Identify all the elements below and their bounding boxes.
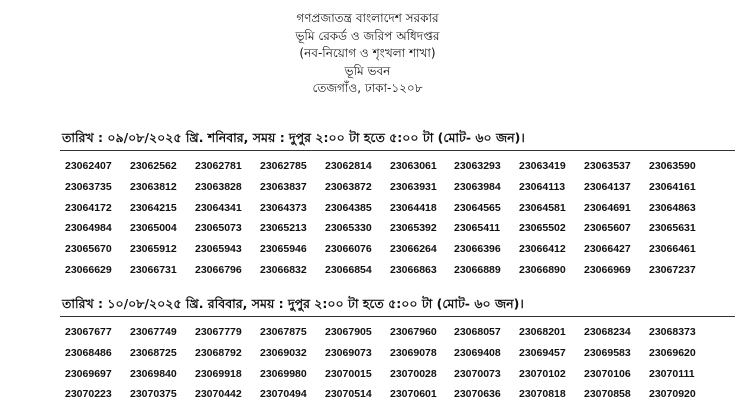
roll-number: 23070111 — [649, 367, 695, 380]
roll-number: 23067905 — [325, 326, 372, 338]
roll-number: 23065946 — [260, 243, 307, 256]
roll-number: 23067960 — [390, 326, 437, 338]
roll-number: 23068234 — [584, 326, 631, 338]
roll-number: 23070028 — [390, 367, 437, 380]
roll-number: 23065213 — [260, 222, 307, 235]
roll-number: 23066832 — [260, 264, 307, 276]
roll-number: 23063931 — [390, 180, 437, 193]
roll-number: 23065670 — [65, 243, 112, 256]
roll-number: 23065004 — [130, 222, 177, 235]
roll-number: 23066427 — [584, 243, 631, 256]
header-line-1: গণপ্রজাতন্ত্র বাংলাদেশ সরকার — [296, 11, 439, 25]
roll-number: 23067677 — [65, 326, 112, 338]
header-line-4: ভূমি ভবন — [344, 63, 391, 78]
roll-number: 23067875 — [260, 326, 307, 338]
header-line-3: (নব-নিয়োগ ও শৃংখলা শাখা) — [299, 46, 436, 60]
roll-number: 23070375 — [130, 388, 177, 401]
roll-number: 23070102 — [519, 367, 566, 380]
section-title: তারিখ : ১০/০৮/২০২৫ খ্রি. রবিবার, সময় : দুপুর ২:০০ টা হতে ৫:০০ টা (মোট- ৬০ জন)। — [62, 296, 524, 311]
roll-number: 23066412 — [519, 243, 566, 256]
roll-number: 23064984 — [65, 222, 112, 235]
roll-number: 23070223 — [65, 388, 112, 401]
roll-number: 23066076 — [325, 243, 372, 256]
roll-number: 23069457 — [519, 346, 566, 359]
roll-number: 23064581 — [519, 201, 566, 214]
section-title: তারিখ : ০৯/০৮/২০২৫ খ্রি. শনিবার, সময় : দুপুর ২:০০ টা হতে ৫:০০ টা (মোট- ৬০ জন)। — [62, 130, 525, 145]
roll-number: 23070442 — [195, 388, 242, 401]
roll-number: 23063293 — [454, 160, 501, 172]
roll-number: 23063590 — [649, 160, 696, 172]
roll-number: 23062407 — [65, 160, 112, 172]
roll-number: 23065502 — [519, 222, 566, 235]
document-header — [0, 10, 735, 98]
roll-number: 23066396 — [454, 243, 501, 256]
roll-number: 23069408 — [454, 346, 501, 359]
roll-number: 23067779 — [195, 326, 242, 338]
roll-number: 23063537 — [584, 160, 631, 172]
roll-number: 23066461 — [649, 243, 696, 256]
roll-number: 23063419 — [519, 160, 566, 172]
roll-number: 23064418 — [390, 201, 437, 214]
roll-number: 23064137 — [584, 180, 631, 193]
roll-number: 23065073 — [195, 222, 242, 235]
roll-number: 23069918 — [195, 367, 242, 380]
roll-number: 23070858 — [584, 388, 631, 401]
roll-number: 23065607 — [584, 222, 631, 235]
roll-number: 23069697 — [65, 367, 112, 380]
roll-number: 23065392 — [390, 222, 437, 235]
roll-number: 23070514 — [325, 388, 372, 401]
roll-number: 23063061 — [390, 160, 437, 172]
roll-number: 23062781 — [195, 160, 242, 172]
roll-number: 23065631 — [649, 222, 696, 235]
roll-number: 23068725 — [130, 346, 177, 359]
roll-number: 23067749 — [130, 326, 177, 338]
roll-number: 23068201 — [519, 326, 566, 338]
roll-number: 23070494 — [260, 388, 307, 401]
roll-number: 23066969 — [584, 264, 631, 276]
roll-number: 23065411 — [454, 222, 501, 235]
roll-number: 23066889 — [454, 264, 501, 276]
roll-number: 23070106 — [584, 367, 631, 380]
roll-number: 23069078 — [390, 346, 437, 359]
roll-number: 23066796 — [195, 264, 242, 276]
header-line-5: তেজগাঁও, ঢাকা-১২০৮ — [312, 81, 423, 95]
roll-number: 23066854 — [325, 264, 372, 276]
roll-number: 23070015 — [325, 367, 372, 380]
section-divider — [60, 150, 735, 151]
roll-number: 23065330 — [325, 222, 372, 235]
roll-number: 23064691 — [584, 201, 631, 214]
roll-number: 23063735 — [65, 180, 112, 193]
roll-number: 23066863 — [390, 264, 437, 276]
roll-number: 23062814 — [325, 160, 372, 172]
roll-number: 23064341 — [195, 201, 242, 214]
roll-number: 23064385 — [325, 201, 372, 214]
roll-number: 23064373 — [260, 201, 307, 214]
roll-number: 23070920 — [649, 388, 696, 401]
roll-number: 23063812 — [130, 180, 177, 193]
roll-number: 23064172 — [65, 201, 112, 214]
roll-number: 23063872 — [325, 180, 372, 193]
roll-number: 23069073 — [325, 346, 372, 359]
roll-number: 23062562 — [130, 160, 177, 172]
roll-number: 23070636 — [454, 388, 501, 401]
roll-number: 23068057 — [454, 326, 501, 338]
roll-number: 23063828 — [195, 180, 242, 193]
roll-number: 23065912 — [130, 243, 177, 256]
section-divider — [60, 316, 735, 317]
roll-number: 23064161 — [649, 180, 696, 193]
roll-number: 23070818 — [519, 388, 566, 401]
header-line-2: ভূমি রেকর্ড ও জরিপ অধিদপ্তর — [295, 28, 440, 43]
roll-number: 23069980 — [260, 367, 307, 380]
roll-number: 23069583 — [584, 346, 631, 359]
roll-number: 23064565 — [454, 201, 501, 214]
roll-number: 23063984 — [454, 180, 501, 193]
roll-number: 23064215 — [130, 201, 177, 214]
roll-number: 23062785 — [260, 160, 307, 172]
roll-number: 23063837 — [260, 180, 307, 193]
roll-number: 23069620 — [649, 346, 696, 359]
roll-number: 23066890 — [519, 264, 566, 276]
roll-number: 23066629 — [65, 264, 112, 276]
roll-number: 23069032 — [260, 346, 307, 359]
roll-number: 23068373 — [649, 326, 696, 338]
roll-number: 23070601 — [390, 388, 437, 401]
roll-number: 23069840 — [130, 367, 177, 380]
roll-number: 23064863 — [649, 201, 696, 214]
roll-number: 23064113 — [519, 180, 566, 193]
roll-number: 23068486 — [65, 346, 112, 359]
roll-number: 23070073 — [454, 367, 501, 380]
roll-number: 23065943 — [195, 243, 242, 256]
roll-number: 23067237 — [649, 264, 696, 276]
roll-number: 23066731 — [130, 264, 177, 276]
roll-number: 23066264 — [390, 243, 437, 256]
roll-number: 23068792 — [195, 346, 242, 359]
